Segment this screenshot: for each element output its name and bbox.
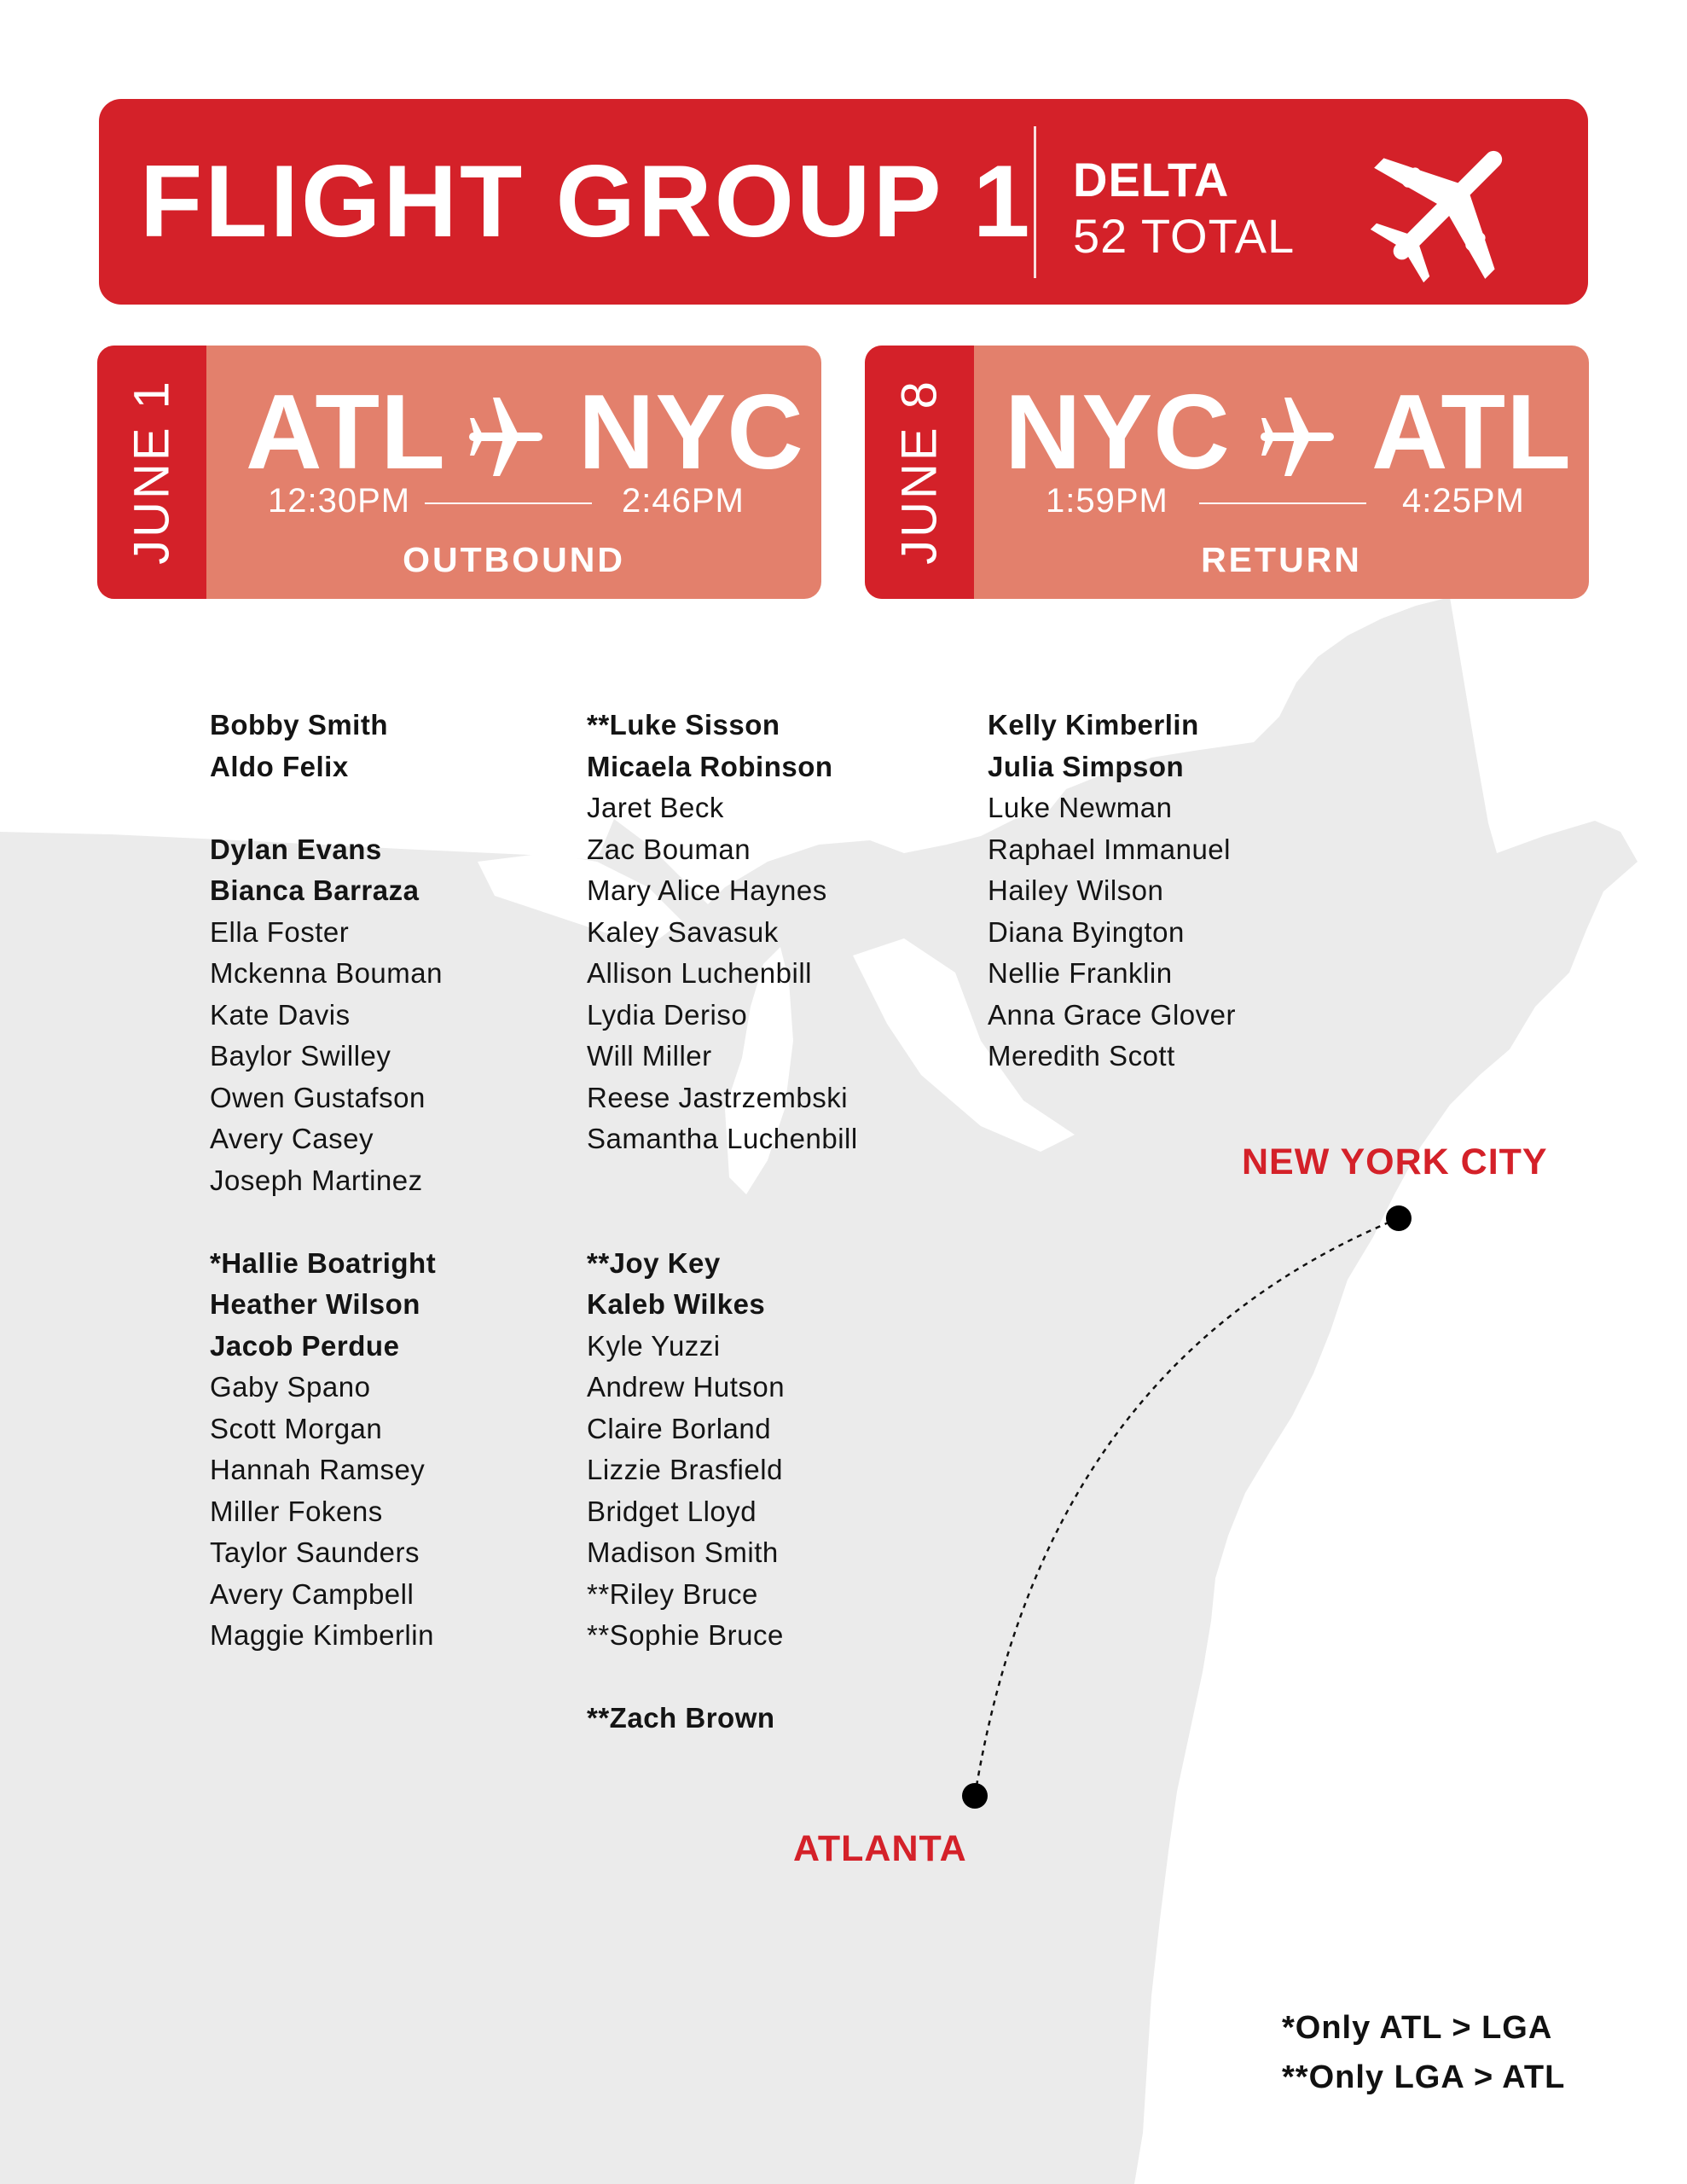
roster-spacer [210, 1201, 443, 1243]
roster-column-3 [988, 705, 1236, 1077]
passenger-name: Avery Campbell [210, 1577, 415, 1610]
return-time-line [1199, 502, 1366, 504]
ticket-date-tab [865, 346, 974, 599]
passenger-name: Kaley Savasuk [587, 915, 779, 948]
passenger-name: Dylan Evans [210, 833, 382, 865]
passenger-name: Bianca Barraza [210, 874, 420, 906]
atlanta-marker [962, 1783, 988, 1809]
passenger-name: Claire Borland [587, 1412, 772, 1444]
passenger-name: Bridget Lloyd [587, 1495, 757, 1527]
passenger-name: Kelly Kimberlin [988, 709, 1199, 741]
return-ticket [865, 346, 1589, 599]
airline-name: DELTA [1073, 153, 1230, 206]
passenger-name: Lydia Deriso [587, 998, 748, 1031]
plane-icon [462, 394, 548, 479]
passenger-name: Mckenna Bouman [210, 957, 443, 989]
roster-spacer [587, 1201, 858, 1243]
passenger-name: Avery Casey [210, 1123, 374, 1154]
footnote-atl-lga: *Only ATL > LGA [1282, 2010, 1553, 2046]
header-banner [99, 99, 1588, 305]
passenger-name: **Sophie Bruce [587, 1619, 784, 1651]
return-origin-code: NYC [1005, 374, 1231, 491]
passenger-name: Kyle Yuzzi [587, 1329, 721, 1362]
outbound-arrive-time: 2:46PM [622, 482, 745, 520]
passenger-name: Kaleb Wilkes [587, 1288, 766, 1320]
passenger-name: Hannah Ramsey [210, 1454, 426, 1485]
passenger-name: Gaby Spano [210, 1371, 371, 1403]
passenger-name: Jacob Perdue [210, 1329, 400, 1362]
roster-spacer [587, 1160, 858, 1202]
passenger-name: Reese Jastrzembski [587, 1081, 849, 1113]
passenger-name: Scott Morgan [210, 1412, 383, 1444]
passenger-name: Taylor Saunders [210, 1536, 420, 1568]
passenger-name: Lizzie Brasfield [587, 1454, 783, 1485]
passenger-name: Meredith Scott [988, 1040, 1175, 1072]
outbound-time-line [425, 502, 592, 504]
return-date: JUNE 8 [891, 379, 948, 565]
nyc-marker [1386, 1205, 1412, 1231]
passenger-name: Joseph Martinez [210, 1164, 423, 1196]
passenger-name: Will Miller [587, 1040, 712, 1072]
roster-spacer [587, 1657, 858, 1699]
passenger-name: Mary Alice Haynes [587, 874, 827, 906]
passenger-name: Ella Foster [210, 915, 350, 948]
passenger-name: Miller Fokens [210, 1495, 383, 1527]
passenger-name: Raphael Immanuel [988, 833, 1231, 865]
banner-divider [1034, 126, 1036, 278]
passenger-name: Micaela Robinson [587, 750, 833, 782]
passenger-name: Aldo Felix [210, 750, 349, 782]
passenger-name: Bobby Smith [210, 709, 388, 741]
passenger-name: **Joy Key [587, 1246, 721, 1279]
outbound-destination-code: NYC [578, 374, 804, 491]
passenger-name: Samantha Luchenbill [587, 1123, 858, 1154]
passenger-name: Zac Bouman [587, 833, 751, 865]
atlanta-label: ATLANTA [793, 1828, 967, 1869]
passenger-name: Julia Simpson [988, 750, 1185, 782]
passenger-name: Owen Gustafson [210, 1081, 426, 1113]
passenger-name: *Hallie Boatright [210, 1246, 437, 1279]
passenger-name: **Luke Sisson [587, 709, 780, 741]
ticket-date-tab [97, 346, 206, 599]
outbound-label: OUTBOUND [403, 540, 625, 579]
passenger-total: 52 TOTAL [1073, 209, 1296, 263]
return-arrive-time: 4:25PM [1402, 482, 1525, 520]
passenger-name: Kate Davis [210, 998, 351, 1031]
page-title: FLIGHT GROUP 1 [140, 144, 1033, 258]
plane-icon [1254, 394, 1339, 479]
outbound-origin-code: ATL [246, 374, 446, 491]
passenger-name: Hailey Wilson [988, 874, 1164, 906]
passenger-name: Jaret Beck [587, 792, 724, 823]
passenger-name: Diana Byington [988, 915, 1185, 948]
passenger-name: Allison Luchenbill [587, 957, 812, 989]
outbound-date: JUNE 1 [124, 379, 180, 565]
passenger-name: Madison Smith [587, 1536, 779, 1568]
passenger-name: Anna Grace Glover [988, 998, 1236, 1031]
return-label: RETURN [1201, 540, 1362, 579]
return-destination-code: ATL [1371, 374, 1572, 491]
passenger-name: **Zach Brown [587, 1702, 775, 1734]
passenger-name: Nellie Franklin [988, 957, 1173, 989]
passenger-name: Maggie Kimberlin [210, 1619, 434, 1651]
nyc-label: NEW YORK CITY [1242, 1141, 1548, 1182]
outbound-depart-time: 12:30PM [268, 482, 411, 520]
roster-column-2 [587, 705, 858, 1740]
roster-column-1 [210, 705, 443, 1657]
footnote-lga-atl: **Only LGA > ATL [1282, 2059, 1566, 2095]
passenger-name: **Riley Bruce [587, 1577, 758, 1610]
airplane-icon [1361, 121, 1532, 292]
passenger-name: Heather Wilson [210, 1288, 420, 1320]
passenger-name: Baylor Swilley [210, 1040, 391, 1072]
outbound-ticket [97, 346, 821, 599]
passenger-name: Andrew Hutson [587, 1371, 786, 1403]
return-depart-time: 1:59PM [1046, 482, 1168, 520]
roster-spacer [210, 787, 443, 829]
passenger-name: Luke Newman [988, 792, 1173, 823]
